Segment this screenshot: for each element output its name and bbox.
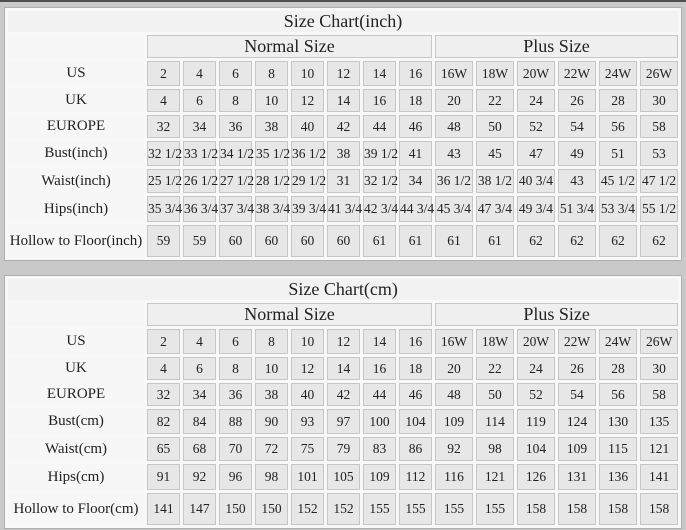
size-value-cell: 33 1/2 — [183, 141, 216, 166]
size-value-cell: 44 — [363, 383, 396, 406]
size-value-cell: 56 — [599, 383, 637, 406]
size-value-cell: 155 — [363, 493, 396, 525]
size-value-cell: 32 — [147, 383, 180, 406]
size-value-cell: 20 — [435, 89, 473, 112]
size-value-cell: 152 — [291, 493, 324, 525]
size-value-cell: 155 — [476, 493, 514, 525]
row-label: Hips(cm) — [8, 464, 144, 490]
size-value-cell: 56 — [599, 115, 637, 138]
size-value-cell: 6 — [219, 329, 252, 354]
size-value-cell: 44 — [363, 115, 396, 138]
row-label: Waist(inch) — [8, 169, 144, 193]
size-value-cell: 38 — [255, 115, 288, 138]
size-value-cell: 131 — [558, 464, 596, 490]
size-value-cell: 46 — [399, 383, 432, 406]
size-value-cell: 16W — [435, 61, 473, 86]
size-value-cell: 62 — [517, 225, 555, 257]
size-value-cell: 26W — [640, 329, 678, 354]
size-value-cell: 98 — [255, 464, 288, 490]
table-title: Size Chart(inch) — [8, 11, 678, 32]
size-value-cell: 105 — [327, 464, 360, 490]
size-value-cell: 61 — [476, 225, 514, 257]
size-value-cell: 22W — [558, 329, 596, 354]
size-value-cell: 30 — [640, 89, 678, 112]
table-row — [8, 493, 678, 525]
size-value-cell: 29 1/2 — [291, 169, 324, 193]
size-value-cell: 158 — [558, 493, 596, 525]
size-value-cell: 38 — [255, 383, 288, 406]
row-label: UK — [8, 89, 144, 112]
size-value-cell: 42 — [327, 383, 360, 406]
table-row — [8, 89, 678, 112]
size-value-cell: 100 — [363, 409, 396, 434]
size-chart-cm — [4, 275, 682, 529]
table-row — [8, 409, 678, 434]
row-label: Bust(inch) — [8, 141, 144, 166]
size-value-cell: 27 1/2 — [219, 169, 252, 193]
size-value-cell: 40 — [291, 115, 324, 138]
size-value-cell: 14 — [363, 61, 396, 86]
size-value-cell: 62 — [640, 225, 678, 257]
size-value-cell: 54 — [558, 383, 596, 406]
size-value-cell: 20 — [435, 357, 473, 380]
size-value-cell: 24W — [599, 329, 637, 354]
size-value-cell: 46 — [399, 115, 432, 138]
size-value-cell: 58 — [640, 383, 678, 406]
size-value-cell: 16 — [363, 89, 396, 112]
size-value-cell: 12 — [327, 61, 360, 86]
size-value-cell: 109 — [558, 437, 596, 461]
table-title-row — [8, 11, 678, 32]
size-value-cell: 53 — [640, 141, 678, 166]
size-value-cell: 90 — [255, 409, 288, 434]
size-value-cell: 116 — [435, 464, 473, 490]
size-value-cell: 96 — [219, 464, 252, 490]
size-value-cell: 92 — [435, 437, 473, 461]
size-value-cell: 152 — [327, 493, 360, 525]
size-value-cell: 24W — [599, 61, 637, 86]
size-value-cell: 115 — [599, 437, 637, 461]
size-value-cell: 20W — [517, 61, 555, 86]
size-value-cell: 42 — [327, 115, 360, 138]
size-value-cell: 41 — [399, 141, 432, 166]
size-value-cell: 35 1/2 — [255, 141, 288, 166]
table-row — [8, 437, 678, 461]
table-row — [8, 169, 678, 193]
size-value-cell: 22W — [558, 61, 596, 86]
size-value-cell: 88 — [219, 409, 252, 434]
size-value-cell: 44 3/4 — [399, 196, 432, 222]
size-charts — [0, 7, 686, 529]
size-value-cell: 6 — [219, 61, 252, 86]
size-value-cell: 43 — [558, 169, 596, 193]
size-value-cell: 16 — [363, 357, 396, 380]
size-value-cell: 48 — [435, 383, 473, 406]
table-row — [8, 115, 678, 138]
size-table-cm — [4, 275, 682, 529]
table-row — [8, 196, 678, 222]
size-value-cell: 40 3/4 — [517, 169, 555, 193]
size-value-cell: 50 — [476, 115, 514, 138]
size-value-cell: 41 3/4 — [327, 196, 360, 222]
size-value-cell: 26 — [558, 89, 596, 112]
size-value-cell: 59 — [147, 225, 180, 257]
corner-cell — [8, 35, 144, 58]
size-value-cell: 50 — [476, 383, 514, 406]
size-value-cell: 36 3/4 — [183, 196, 216, 222]
size-value-cell: 25 1/2 — [147, 169, 180, 193]
table-row — [8, 329, 678, 354]
size-value-cell: 61 — [363, 225, 396, 257]
size-value-cell: 12 — [291, 357, 324, 380]
size-value-cell: 59 — [183, 225, 216, 257]
size-value-cell: 84 — [183, 409, 216, 434]
size-value-cell: 24 — [517, 89, 555, 112]
size-value-cell: 35 3/4 — [147, 196, 180, 222]
size-value-cell: 10 — [255, 357, 288, 380]
size-value-cell: 109 — [363, 464, 396, 490]
size-value-cell: 22 — [476, 357, 514, 380]
size-value-cell: 36 — [219, 383, 252, 406]
size-value-cell: 18 — [399, 89, 432, 112]
size-value-cell: 4 — [147, 357, 180, 380]
size-value-cell: 36 1/2 — [435, 169, 473, 193]
size-value-cell: 61 — [399, 225, 432, 257]
size-value-cell: 28 — [599, 89, 637, 112]
size-value-cell: 2 — [147, 329, 180, 354]
size-value-cell: 86 — [399, 437, 432, 461]
size-value-cell: 150 — [255, 493, 288, 525]
size-value-cell: 24 — [517, 357, 555, 380]
size-chart-inch — [4, 7, 682, 261]
size-value-cell: 55 1/2 — [640, 196, 678, 222]
size-value-cell: 8 — [219, 89, 252, 112]
size-value-cell: 135 — [640, 409, 678, 434]
size-value-cell: 79 — [327, 437, 360, 461]
row-label: Hollow to Floor(inch) — [8, 225, 144, 257]
size-value-cell: 18W — [476, 329, 514, 354]
size-value-cell: 52 — [517, 115, 555, 138]
size-value-cell: 47 3/4 — [476, 196, 514, 222]
column-group-row — [8, 35, 678, 58]
size-value-cell: 49 3/4 — [517, 196, 555, 222]
size-value-cell: 10 — [255, 89, 288, 112]
size-value-cell: 16 — [399, 61, 432, 86]
size-value-cell: 43 — [435, 141, 473, 166]
size-value-cell: 32 1/2 — [147, 141, 180, 166]
row-label: US — [8, 61, 144, 86]
size-value-cell: 32 1/2 — [363, 169, 396, 193]
size-value-cell: 104 — [399, 409, 432, 434]
size-value-cell: 14 — [327, 357, 360, 380]
row-label: Bust(cm) — [8, 409, 144, 434]
size-value-cell: 119 — [517, 409, 555, 434]
size-value-cell: 53 3/4 — [599, 196, 637, 222]
size-table-inch — [4, 7, 682, 261]
size-value-cell: 147 — [183, 493, 216, 525]
size-value-cell: 42 3/4 — [363, 196, 396, 222]
table-row — [8, 225, 678, 257]
size-value-cell: 37 3/4 — [219, 196, 252, 222]
size-value-cell: 91 — [147, 464, 180, 490]
size-value-cell: 60 — [255, 225, 288, 257]
size-value-cell: 60 — [219, 225, 252, 257]
row-label: Hips(inch) — [8, 196, 144, 222]
size-value-cell: 75 — [291, 437, 324, 461]
size-value-cell: 114 — [476, 409, 514, 434]
size-value-cell: 155 — [435, 493, 473, 525]
size-value-cell: 26 1/2 — [183, 169, 216, 193]
size-value-cell: 18 — [399, 357, 432, 380]
column-group-row — [8, 303, 678, 326]
size-value-cell: 60 — [327, 225, 360, 257]
size-value-cell: 48 — [435, 115, 473, 138]
table-title-row — [8, 279, 678, 300]
size-value-cell: 72 — [255, 437, 288, 461]
size-value-cell: 45 1/2 — [599, 169, 637, 193]
column-group-header: Normal Size — [147, 303, 432, 326]
size-value-cell: 158 — [640, 493, 678, 525]
size-value-cell: 16W — [435, 329, 473, 354]
size-value-cell: 62 — [558, 225, 596, 257]
size-value-cell: 28 — [599, 357, 637, 380]
size-value-cell: 104 — [517, 437, 555, 461]
corner-cell — [8, 303, 144, 326]
size-value-cell: 82 — [147, 409, 180, 434]
size-value-cell: 101 — [291, 464, 324, 490]
size-value-cell: 97 — [327, 409, 360, 434]
size-value-cell: 150 — [219, 493, 252, 525]
size-value-cell: 34 1/2 — [219, 141, 252, 166]
size-value-cell: 2 — [147, 61, 180, 86]
size-value-cell: 109 — [435, 409, 473, 434]
size-value-cell: 36 — [219, 115, 252, 138]
table-row — [8, 383, 678, 406]
size-value-cell: 18W — [476, 61, 514, 86]
size-value-cell: 155 — [399, 493, 432, 525]
size-value-cell: 26 — [558, 357, 596, 380]
size-value-cell: 49 — [558, 141, 596, 166]
size-value-cell: 16 — [399, 329, 432, 354]
table-row — [8, 464, 678, 490]
row-label: EUROPE — [8, 115, 144, 138]
size-value-cell: 28 1/2 — [255, 169, 288, 193]
size-value-cell: 47 — [517, 141, 555, 166]
size-value-cell: 141 — [147, 493, 180, 525]
size-value-cell: 8 — [219, 357, 252, 380]
size-value-cell: 54 — [558, 115, 596, 138]
table-row — [8, 357, 678, 380]
size-value-cell: 121 — [476, 464, 514, 490]
size-value-cell: 158 — [599, 493, 637, 525]
size-value-cell: 93 — [291, 409, 324, 434]
size-value-cell: 39 1/2 — [363, 141, 396, 166]
size-value-cell: 20W — [517, 329, 555, 354]
size-value-cell: 61 — [435, 225, 473, 257]
size-value-cell: 4 — [183, 61, 216, 86]
size-value-cell: 38 3/4 — [255, 196, 288, 222]
size-value-cell: 12 — [291, 89, 324, 112]
size-value-cell: 112 — [399, 464, 432, 490]
size-value-cell: 121 — [640, 437, 678, 461]
size-value-cell: 141 — [640, 464, 678, 490]
table-row — [8, 61, 678, 86]
size-value-cell: 14 — [327, 89, 360, 112]
size-value-cell: 40 — [291, 383, 324, 406]
size-value-cell: 8 — [255, 61, 288, 86]
size-value-cell: 45 — [476, 141, 514, 166]
size-value-cell: 65 — [147, 437, 180, 461]
size-value-cell: 4 — [147, 89, 180, 112]
size-value-cell: 31 — [327, 169, 360, 193]
size-value-cell: 51 — [599, 141, 637, 166]
size-value-cell: 6 — [183, 357, 216, 380]
column-group-header: Normal Size — [147, 35, 432, 58]
row-label: UK — [8, 357, 144, 380]
size-value-cell: 6 — [183, 89, 216, 112]
size-value-cell: 32 — [147, 115, 180, 138]
size-value-cell: 130 — [599, 409, 637, 434]
size-value-cell: 45 3/4 — [435, 196, 473, 222]
size-value-cell: 39 3/4 — [291, 196, 324, 222]
size-value-cell: 22 — [476, 89, 514, 112]
size-value-cell: 92 — [183, 464, 216, 490]
size-value-cell: 60 — [291, 225, 324, 257]
row-label: Waist(cm) — [8, 437, 144, 461]
size-value-cell: 36 1/2 — [291, 141, 324, 166]
size-value-cell: 8 — [255, 329, 288, 354]
table-title: Size Chart(cm) — [8, 279, 678, 300]
size-value-cell: 136 — [599, 464, 637, 490]
row-label: Hollow to Floor(cm) — [8, 493, 144, 525]
table-row — [8, 141, 678, 166]
size-value-cell: 30 — [640, 357, 678, 380]
size-value-cell: 68 — [183, 437, 216, 461]
size-value-cell: 158 — [517, 493, 555, 525]
size-value-cell: 51 3/4 — [558, 196, 596, 222]
row-label: US — [8, 329, 144, 354]
size-value-cell: 124 — [558, 409, 596, 434]
size-value-cell: 98 — [476, 437, 514, 461]
size-value-cell: 47 1/2 — [640, 169, 678, 193]
size-value-cell: 83 — [363, 437, 396, 461]
column-group-header: Plus Size — [435, 303, 678, 326]
size-value-cell: 4 — [183, 329, 216, 354]
size-value-cell: 34 — [183, 115, 216, 138]
size-value-cell: 26W — [640, 61, 678, 86]
size-value-cell: 52 — [517, 383, 555, 406]
size-value-cell: 10 — [291, 61, 324, 86]
size-value-cell: 10 — [291, 329, 324, 354]
size-value-cell: 62 — [599, 225, 637, 257]
size-value-cell: 34 — [399, 169, 432, 193]
size-value-cell: 38 — [327, 141, 360, 166]
size-value-cell: 58 — [640, 115, 678, 138]
size-value-cell: 126 — [517, 464, 555, 490]
size-value-cell: 70 — [219, 437, 252, 461]
row-label: EUROPE — [8, 383, 144, 406]
size-value-cell: 34 — [183, 383, 216, 406]
column-group-header: Plus Size — [435, 35, 678, 58]
size-value-cell: 14 — [363, 329, 396, 354]
size-value-cell: 38 1/2 — [476, 169, 514, 193]
size-value-cell: 12 — [327, 329, 360, 354]
